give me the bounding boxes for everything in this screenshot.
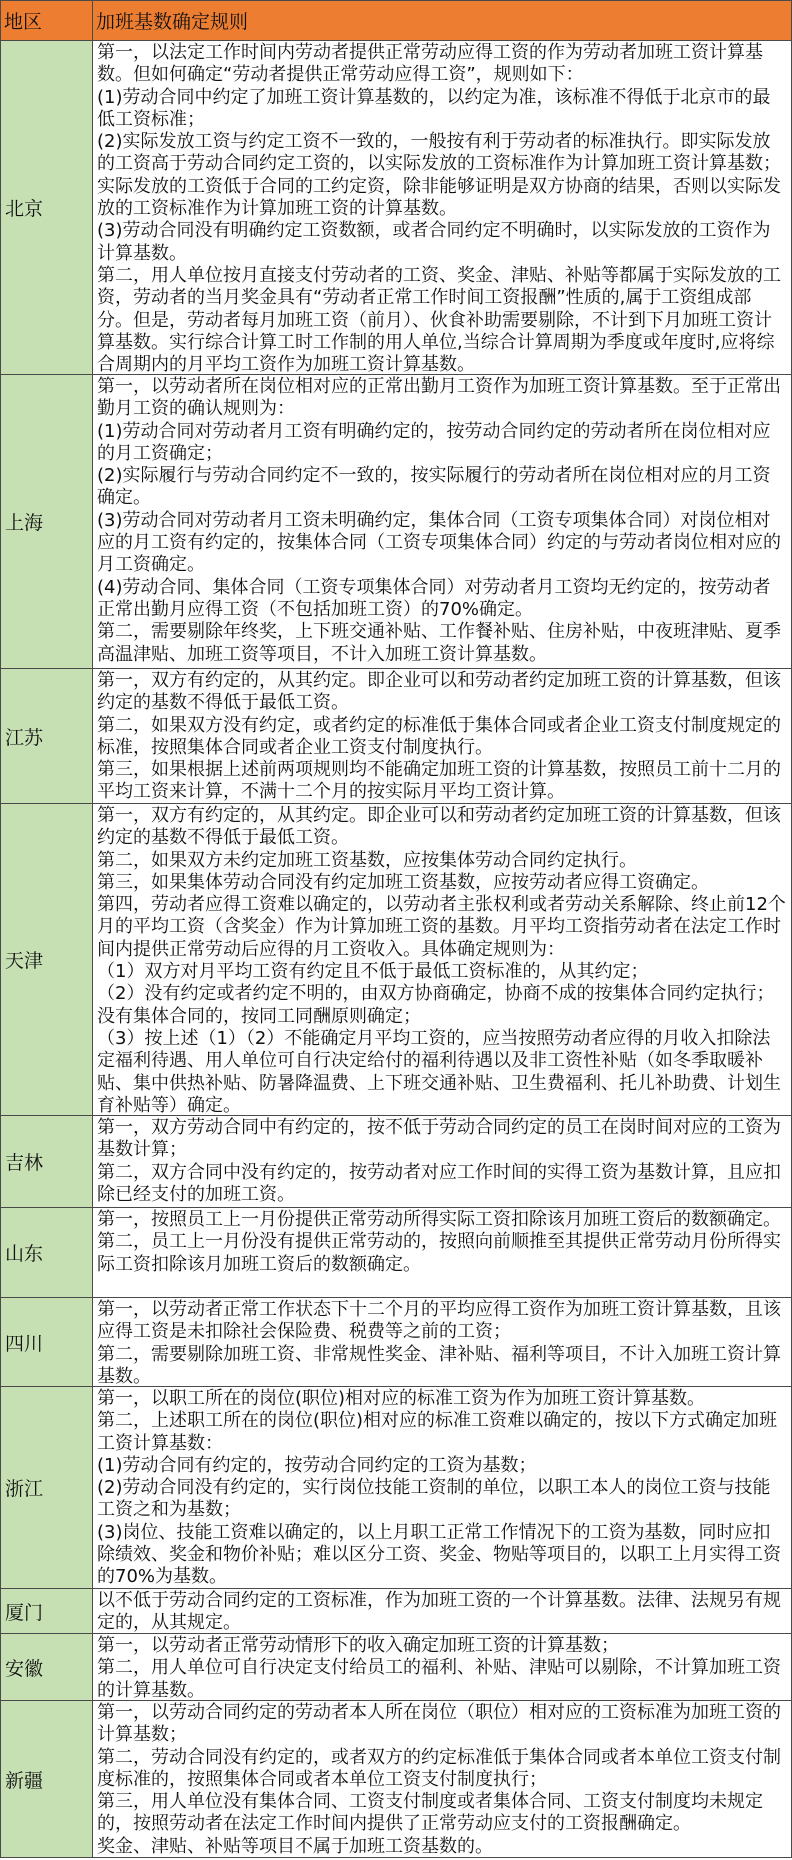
rule-paragraph: 第三，如果根据上述前两项规则均不能确定加班工资的计算基数，按照员工前十二月的平均工资来计算，不满十二个月的按实际月平均工资计算。 (97, 759, 781, 803)
rules-text (97, 670, 787, 803)
rules-text (97, 1635, 787, 1700)
rule-paragraph: 第二，双方合同中没有约定的，按劳动者对应工作时间的实得工资为基数计算，且应扣除已经支付的加班工资。 (97, 1161, 781, 1205)
rule-paragraph: 第一，以法定工作时间内劳动者提供正常劳动应得工资的作为劳动者加班工资计算基数。但如何确定“劳动者提供正常劳动应得工资”，规则如下： (97, 42, 763, 86)
rule-paragraph: 以不低于劳动合同约定的工资标准，作为加班工资的一个计算基数。法律、法规另有规定的，从其规定。 (97, 1590, 781, 1633)
region-cell: 四川 (1, 1298, 93, 1387)
rule-paragraph: (1)劳动合同对劳动者月工资有明确约定的，按劳动合同约定的劳动者所在岗位相对应的月工资确定； (97, 420, 771, 464)
region-cell: 上海 (1, 375, 93, 669)
header-rule: 加班基数确定规则 (93, 1, 792, 41)
rule-paragraph: 第二，上述职工所在的岗位(职位)相对应的标准工资难以确定的，按以下方式确定加班工资计算基数： (97, 1410, 778, 1454)
rule-paragraph: （1）双方对月平均工资有约定且不低于最低工资标准的，从其约定； (97, 961, 649, 983)
rules-cell (93, 1589, 792, 1634)
rule-paragraph: 第一，以职工所在的岗位(职位)相对应的标准工资为作为加班工资计算基数。 (97, 1388, 706, 1409)
rule-paragraph: 第四，劳动者应得工资难以确定的，以劳动者主张权利或者劳动关系解除、终止前12个月的平均工资（含奖金）作为计算加班工资的基数。月平均工资指劳动者在法定工作时间内提供正常劳动后应得的月工资收入。具体确定规则为： (97, 894, 786, 960)
region-cell: 北京 (1, 41, 93, 375)
rule-paragraph: 第三，如果集体劳动合同没有约定加班工资基数，应按劳动者应得工资确定。 (97, 871, 709, 893)
rule-paragraph: (2)实际发放工资与约定工资不一致的，一般按有利于劳动者的标准执行。即实际发放的工资高于劳动合同约定工资的，以实际发放的工资标准作为计算加班工资计算基数；实际发放的工资低于合同的工约定资，除非能够证明是双方协商的结果，否则以实际发放的工资标准作为计算加班工资的计算基数。 (97, 131, 781, 220)
region-cell: 江苏 (1, 669, 93, 804)
table-body (1, 41, 792, 1858)
rule-paragraph: (3)劳动合同没有明确约定工资数额，或者合同约定不明确时，以实际发放的工资作为计算基数。 (97, 220, 771, 264)
region-cell: 浙江 (1, 1387, 93, 1589)
rule-paragraph: (1)劳动合同中约定了加班工资计算基数的，以约定为准，该标准不得低于北京市的最低工资标准； (97, 86, 771, 130)
rules-text (97, 1209, 787, 1276)
rule-paragraph: (4)劳动合同、集体合同（工资专项集体合同）对劳动者月工资均无约定的，按劳动者正常出勤月应得工资（不包括加班工资）的70%确定。 (97, 576, 771, 620)
rule-paragraph: (2)实际履行与劳动合同约定不一致的，按实际履行的劳动者所在岗位相对应的月工资确定。 (97, 465, 771, 509)
rule-paragraph: 第二，如果双方没有约定，或者约定的标准低于集体合同或者企业工资支付制度规定的标准，按照集体合同或者企业工资支付制度执行。 (97, 714, 781, 758)
table-row (1, 1387, 792, 1589)
rules-cell (93, 1387, 792, 1589)
rule-paragraph: 第一，以劳动者正常劳动情形下的收入确定加班工资的计算基数； (97, 1635, 619, 1656)
rule-paragraph: 第三，用人单位没有集体合同、工资支付制度或者集体合同、工资支付制度均未规定的，按照劳动者在法定工作时间内提供了正常劳动应支付的工资报酬确定。 (97, 1791, 763, 1835)
rule-paragraph: 第一，双方劳动合同中有约定的，按不低于劳动合同约定的员工在岗时间对应的工资为基数计算； (97, 1117, 781, 1161)
region-cell: 厦门 (1, 1589, 93, 1634)
rules-cell (93, 1298, 792, 1387)
rules-text (97, 1299, 787, 1386)
rule-paragraph: (3)岗位、技能工资难以确定的，以上月职工正常工作情况下的工资为基数，同时应扣除绩效、奖金和物价补贴；难以区分工资、奖金、物贴等项目的，以职工上月实得工资的70%为基数。 (97, 1521, 781, 1588)
rules-cell (93, 375, 792, 669)
rule-paragraph: （2）没有约定或者约定不明的，由双方协商确定，协商不成的按集体合同约定执行；没有集体合同的，按同工同酬原则确定； (97, 983, 775, 1027)
rule-paragraph: 第一，双方有约定的，从其约定。即企业可以和劳动者约定加班工资的计算基数，但该约定的基数不得低于最低工资。 (97, 805, 781, 849)
rule-paragraph: （3）按上述（1）（2）不能确定月平均工资的，应当按照劳动者应得的月收入扣除法定福利待遇、用人单位可自行决定给付的福利待遇以及非工资性补贴（如冬季取暖补贴、集中供热补贴、防暑降温费、上下班交通补贴、卫生费福利、托儿补助费、计划生育补贴等）确定。 (97, 1027, 781, 1115)
region-cell: 天津 (1, 804, 93, 1116)
rule-paragraph: 第二，劳动合同没有约定的，或者双方的约定标准低于集体合同或者本单位工资支付制度标准的，按照集体合同或者本单位工资支付制度执行； (97, 1746, 781, 1790)
header-region: 地区 (1, 1, 93, 41)
rules-cell (93, 41, 792, 375)
rules-cell (93, 1634, 792, 1701)
table-row (1, 1116, 792, 1208)
table-row (1, 41, 792, 375)
rules-text (97, 1702, 787, 1857)
rule-paragraph: (3)劳动合同对劳动者月工资未明确约定，集体合同（工资专项集体合同）对岗位相对应的月工资有约定的，按集体合同（工资专项集体合同）约定的与劳动者岗位相对应的月工资确定。 (97, 509, 781, 576)
rules-text (97, 1388, 787, 1588)
rules-text (97, 376, 787, 666)
region-cell: 安徽 (1, 1634, 93, 1701)
rules-text (97, 1590, 787, 1633)
rule-paragraph: 第一，以劳动合同约定的劳动者本人所在岗位（职位）相对应的工资标准为加班工资的计算基数； (97, 1702, 781, 1746)
rule-paragraph: 第一，以劳动者正常工作状态下十二个月的平均应得工资作为加班工资计算基数，且该应得工资是未扣除社会保险费、税费等之前的工资； (97, 1299, 781, 1343)
table-row (1, 375, 792, 669)
rules-cell (93, 669, 792, 804)
header-row (1, 1, 792, 41)
rule-paragraph: 第二，员工上一月份没有提供正常劳动的，按照向前顺推至其提供正常劳动月份所得实际工资扣除该月加班工资后的数额确定。 (97, 1231, 781, 1275)
table-row (1, 1298, 792, 1387)
region-cell: 吉林 (1, 1116, 93, 1208)
rule-paragraph: 奖金、津贴、补贴等项目不属于加班工资基数的。 (97, 1835, 493, 1857)
table-row (1, 1701, 792, 1858)
rule-paragraph: 第一，以劳动者所在岗位相对应的正常出勤月工资作为加班工资计算基数。至于正常出勤月工资的确认规则为： (97, 376, 781, 420)
rules-text (97, 42, 787, 374)
rule-paragraph: 第二，需要剔除加班工资、非常规性奖金、津补贴、福利等项目，不计入加班工资计算基数。 (97, 1343, 781, 1386)
rule-paragraph: (1)劳动合同有约定的，按劳动合同约定的工资为基数； (97, 1454, 537, 1476)
table-row (1, 1208, 792, 1298)
table-row (1, 804, 792, 1116)
rules-text (97, 1117, 787, 1206)
rule-paragraph: 第二，需要剔除年终奖，上下班交通补贴、工作餐补贴、住房补贴，中夜班津贴、夏季高温津贴、加班工资等项目，不计入加班工资计算基数。 (97, 621, 781, 665)
rule-paragraph: 第一，双方有约定的，从其约定。即企业可以和劳动者约定加班工资的计算基数，但该约定的基数不得低于最低工资。 (97, 670, 781, 714)
rule-paragraph: 第二，如果双方未约定加班工资基数，应按集体劳动合同约定执行。 (97, 849, 637, 871)
rules-text (97, 805, 787, 1115)
rules-cell (93, 1701, 792, 1858)
rules-cell (93, 1208, 792, 1298)
region-cell: 山东 (1, 1208, 93, 1298)
rules-cell (93, 804, 792, 1116)
rules-cell (93, 1116, 792, 1208)
rule-paragraph: 第一，按照员工上一月份提供正常劳动所得实际工资扣除该月加班工资后的数额确定。 (97, 1209, 781, 1230)
rule-paragraph: 第二，用人单位按月直接支付劳动者的工资、奖金、津贴、补贴等都属于实际发放的工资，劳动者的当月奖金具有“劳动者正常工作时间工资报酬”性质的,属于工资组成部分。但是，劳动者每月加班工资（前月）、伙食补助需要剔除，不计到下月加班工资计算基数。实行综合计算工时工作制的用人单位,当综合计算周期为季度或年度时,应将综合周期内的月平均工资作为加班工资计算基数。 (97, 264, 781, 374)
region-cell: 新疆 (1, 1701, 93, 1858)
table-row (1, 669, 792, 804)
table-row (1, 1589, 792, 1634)
rule-paragraph: 第二，用人单位可自行决定支付给员工的福利、补贴、津贴可以剔除，不计算加班工资的计算基数。 (97, 1657, 781, 1700)
rule-paragraph: (2)劳动合同没有约定的，实行岗位技能工资制的单位，以职工本人的岗位工资与技能工资之和为基数； (97, 1477, 771, 1521)
table-row (1, 1634, 792, 1701)
